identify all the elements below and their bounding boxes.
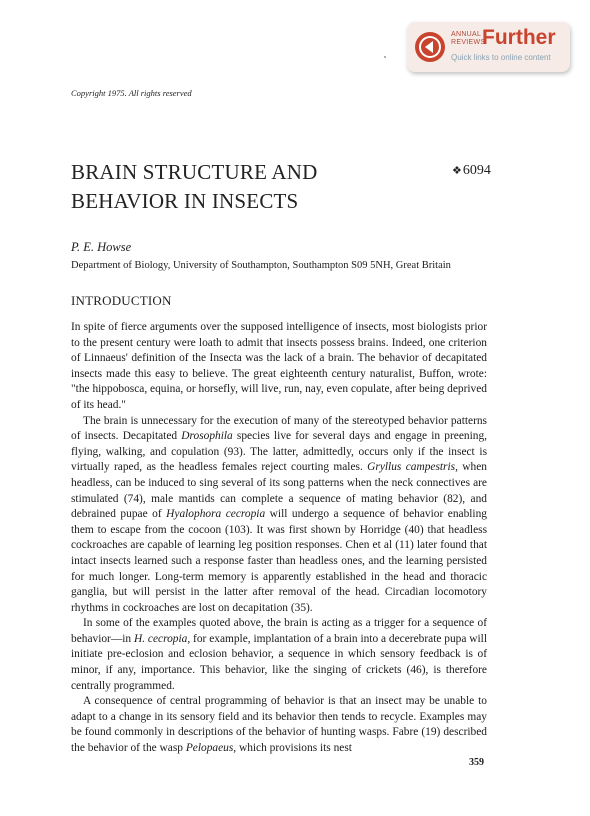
italic-term: H. cecropia, [133,632,191,645]
article-title [71,158,318,216]
text-run: In spite of fierce arguments over the supposed intelligence of insects, most biologists prior to the present century were loath to admit that insects possess brains. Indeed, one criterion of Linnaeus' definition of the Insecta was the lack of a brain. The behavior of decapitated insects made this easy to believe. The great eighteenth century naturalist, Buffon, wrote: "the hippobosca, equina, or horsefly, will live, run, nay, even copulate, after being deprived of its head." [71,321,487,411]
author-affiliation: Department of Biology, University of Southampton, Southampton S09 5NH, Great Britain [71,260,451,271]
stray-dot [384,56,386,58]
text-run: species live for several days and engage in preening, flying, walking, and copulation (93). The latter, admittedly, occurs only if the insect is virtually raped, as the headless females reject courting males. [71,430,487,474]
text-run: which provisions its nest [236,742,352,755]
text-run: for example, implantation of a brain into a decerebrate pupa will initiate pre-eclosion and eclosion behavior, a sequence in which sensory feedback is of minor, if any, importance. This behavior, like the singing of crickets (46), is therefore centrally programmed. [71,632,487,692]
title-line-2: BEHAVIOR IN INSECTS [71,189,299,213]
copyright-notice: Copyright 1975. All rights reserved [71,88,192,98]
italic-term: Drosophila [181,430,233,443]
author-name: P. E. Howse [71,240,132,254]
banner-further-text: Further [482,26,556,49]
text-run: when headless, can be induced to sing several of its song patterns when the neck connectives are stimulated (74), male mantids can complete a sequence of mating behavior (82), and debrained pupae of [71,461,487,521]
banner-subtitle: Quick links to online content [451,53,551,62]
title-line-1: BRAIN STRUCTURE AND [71,160,318,184]
text-run: A consequence of central programming of behavior is that an insect may be unable to adapt to a change in its sensory field and its behavior then tends to recycle. Examples may be found commonly in descriptions of the behavior of hunting wasps. Fabre (19) described the behavior of the wasp [71,695,487,755]
body-text [71,320,487,757]
play-logo-icon [414,31,446,63]
banner-annual-reviews [451,31,485,47]
annual-reviews-further-banner[interactable] [407,22,570,72]
article-code [452,163,491,179]
text-run: In some of the examples quoted above, the brain is acting as a trigger for a sequence of behavior—in [71,617,487,645]
italic-term: Gryllus campestris, [367,461,458,474]
text-run: will undergo a sequence of behavior enabling them to escape from the cocoon (103). It was first shown by Horridge (40) that headless cockroaches are capable of learning leg position responses. Chen et al (11) later found that intact insects learned such a response faster than headless ones, and the learning persisted for much longer. Long-term memory is apparently established in the head and thoracic ganglia, but will persist in the latter after removal of the head. Circadian locomotory rhythms in cockroaches are lost on decapitation (35). [71,508,487,614]
article-code-number: 6094 [462,163,491,178]
paragraph [71,414,487,617]
banner-annual-text: ANNUAL [451,31,482,38]
page-number: 359 [469,757,484,768]
paragraph [71,320,487,414]
paragraph [71,616,487,694]
section-heading: INTRODUCTION [71,293,172,308]
diamond-icon: ❖ [452,165,462,177]
italic-term: Pelopaeus, [185,742,237,755]
banner-reviews-text: REVIEWS [451,39,486,46]
text-run: The brain is unnecessary for the execution of many of the stereotyped behavior patterns of insects. Decapitated [71,414,487,443]
paragraph [71,694,487,756]
italic-term: Hyalophora cecropia [166,508,266,521]
